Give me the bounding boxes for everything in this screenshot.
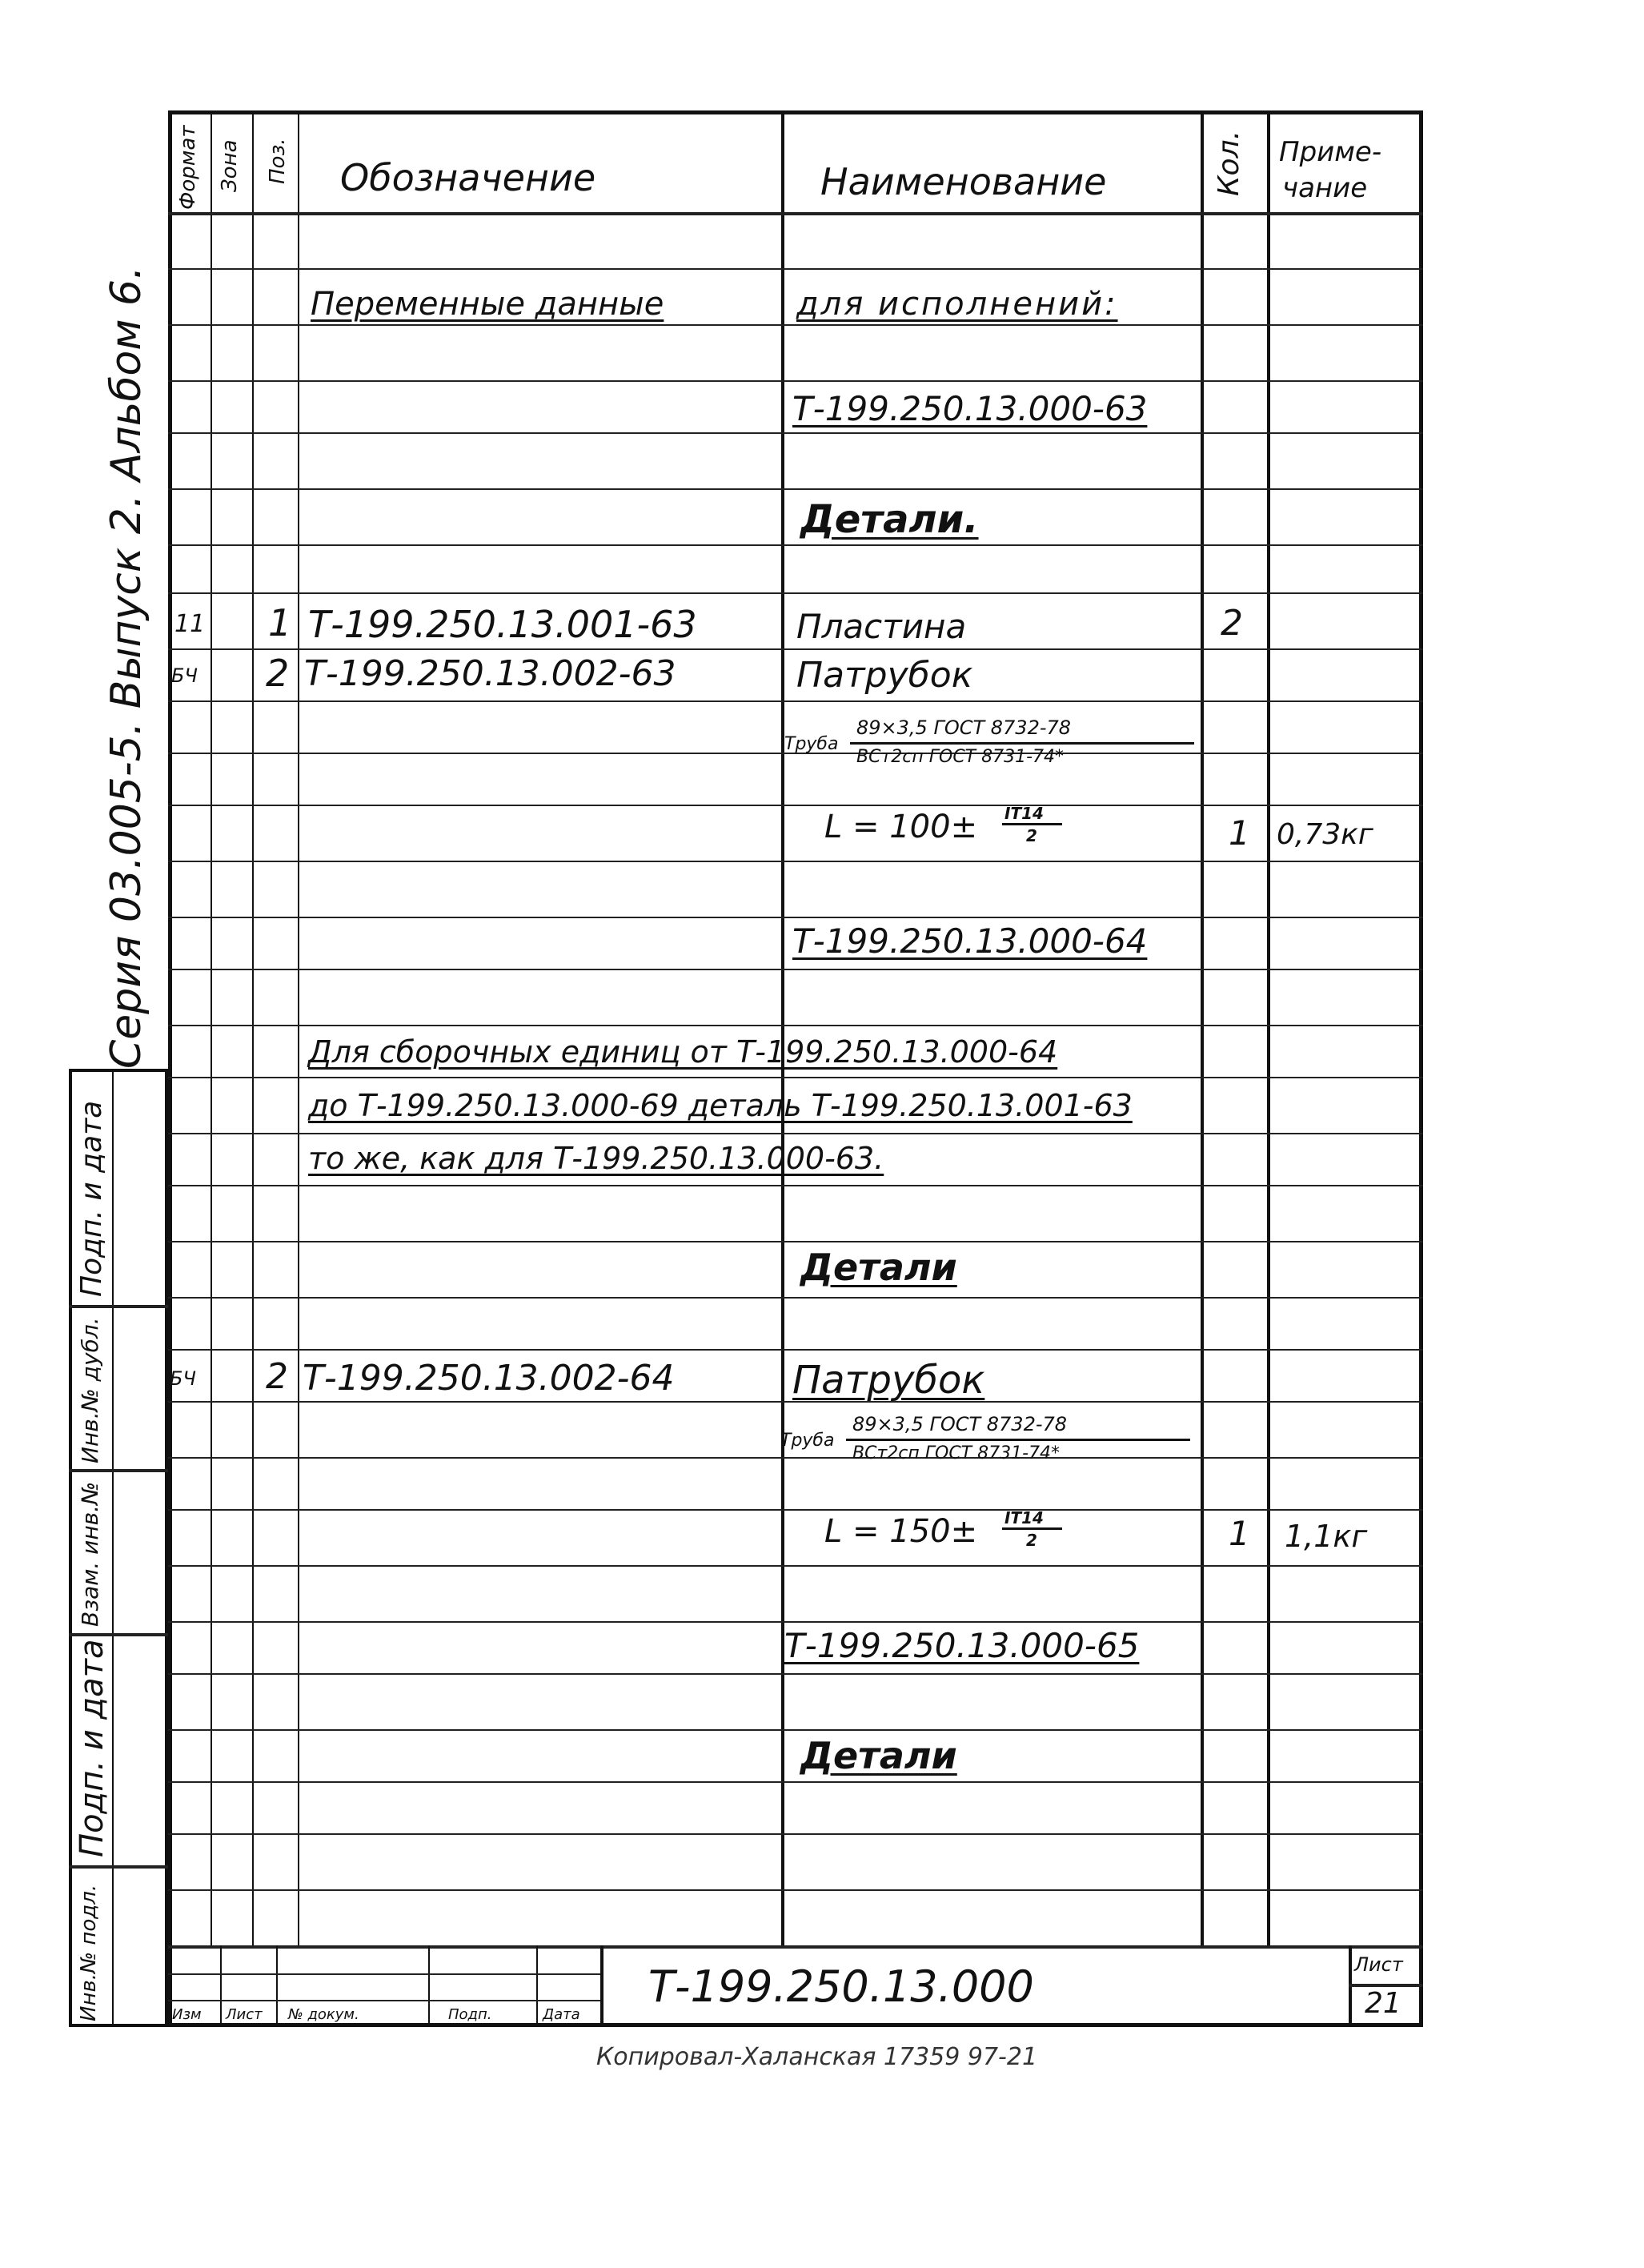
details-heading-1: Детали. [800, 497, 979, 542]
row3-format: БЧ [170, 1367, 196, 1390]
length2-tol-top: IT14 [1004, 1508, 1044, 1527]
row2-name: Патрубок [796, 655, 973, 696]
row-line [168, 1185, 1423, 1186]
header-name: Наименование [820, 160, 1107, 203]
sheet-label: Лист [1354, 1953, 1403, 1976]
pipe1-denominator: ВСт2сп ГОСТ 8731-74* [856, 747, 1065, 767]
length1-mass: 0,73кг [1277, 818, 1373, 851]
stamp-sign-date-2: Подп. и дата [74, 1639, 110, 1857]
version-65: Т-199.250.13.000-65 [784, 1626, 1140, 1665]
tb-list: Лист [226, 2006, 263, 2023]
row-line [168, 1673, 1423, 1675]
pipe2-fraction-bar [846, 1439, 1190, 1441]
row1-designation: Т-199.250.13.001-63 [308, 603, 697, 646]
length2-value: L = 150± [824, 1513, 978, 1550]
document-number: Т-199.250.13.000 [648, 1961, 1034, 2012]
length2-tol-bar [1002, 1527, 1062, 1530]
tb-date: Дата [543, 2006, 580, 2023]
col-line-pos [298, 110, 299, 1945]
row-line [168, 1565, 1423, 1567]
header-zone: Зона [218, 139, 242, 192]
col-line-qty [1267, 110, 1270, 1945]
row-line [168, 1621, 1423, 1623]
header-pos: Поз. [266, 138, 290, 184]
header-divider [168, 212, 1423, 215]
row-line [168, 380, 1423, 382]
col-line-zone [252, 110, 254, 1945]
row-line [168, 1025, 1423, 1026]
details-heading-3: Детали [800, 1734, 957, 1777]
length2-tol-bottom: 2 [1026, 1531, 1037, 1550]
tb-row-line [168, 1973, 600, 1975]
note-line-2: до Т-199.250.13.000-69 деталь Т-199.250.13.001-63 [308, 1088, 1133, 1123]
row-line [168, 1241, 1423, 1242]
length1-qty: 1 [1229, 813, 1250, 853]
length1-tol-top: IT14 [1004, 804, 1044, 823]
tb-col-line [536, 1945, 538, 2027]
row-line [168, 324, 1423, 326]
length2-mass: 1,1кг [1285, 1519, 1368, 1554]
side-stamp-divider [112, 1069, 114, 2027]
row-line [168, 1889, 1423, 1891]
row-line [168, 432, 1423, 434]
row-line [168, 648, 1423, 650]
stamp-orig-inv: Инв.№ подл. [77, 1884, 101, 2021]
pipe1-fraction-bar [850, 742, 1194, 745]
pipe2-spec [780, 1413, 1197, 1477]
row-line [168, 592, 1423, 594]
header-designation: Обозначение [340, 156, 596, 199]
tb-col-line [220, 1945, 222, 2027]
row-line [168, 861, 1423, 862]
length1-tol-bar [1002, 823, 1062, 825]
row-line [168, 1133, 1423, 1134]
row-line [168, 1349, 1423, 1351]
note-line-1: Для сборочных единиц от Т-199.250.13.000-64 [308, 1034, 1058, 1070]
header-note-line1: Приме- [1279, 136, 1382, 168]
row3-name: Патрубок [792, 1358, 985, 1403]
row-line [168, 1833, 1423, 1835]
copyist-footer: Копировал-Халанская 17359 97-21 [596, 2043, 1038, 2071]
row-line [168, 1077, 1423, 1078]
length2-tolerance [824, 1508, 1081, 1561]
tb-col-line [428, 1945, 430, 2027]
tb-izm: Изм [172, 2006, 202, 2023]
row2-designation: Т-199.250.13.002-63 [304, 653, 676, 694]
tb-doc: № докум. [288, 2006, 359, 2023]
length2-qty: 1 [1229, 1514, 1250, 1553]
row3-designation: Т-199.250.13.002-64 [303, 1358, 675, 1399]
series-label: Серия 03.005-5. Выпуск 2. Альбом 6. [102, 266, 150, 1069]
row-line [168, 917, 1423, 918]
row1-qty: 2 [1221, 603, 1243, 644]
title-block-divider [600, 1945, 603, 2027]
row-line [168, 700, 1423, 702]
col-line-designation [781, 110, 784, 1945]
length1-value: L = 100± [824, 809, 978, 845]
length1-tolerance [824, 804, 1081, 857]
side-stamp-line [69, 1469, 168, 1472]
col-line-format [211, 110, 212, 1945]
pipe1-label: Труба [784, 734, 839, 754]
stamp-sign-date-1: Подп. и дата [75, 1100, 108, 1297]
note-line-3: то же, как для Т-199.250.13.000-63. [308, 1141, 884, 1176]
side-stamp-line [69, 1633, 168, 1636]
row-line [168, 544, 1423, 546]
version-63: Т-199.250.13.000-63 [792, 389, 1148, 428]
row-line [168, 488, 1423, 490]
row-line [168, 268, 1423, 270]
row2-pos: 2 [266, 652, 290, 695]
variable-data-left: Переменные данные [311, 286, 664, 323]
sheet-number: 21 [1365, 1987, 1401, 2020]
tb-col-line [276, 1945, 278, 2027]
pipe2-denominator: ВСт2сп ГОСТ 8731-74* [852, 1443, 1061, 1463]
title-block-top [168, 1945, 1423, 1949]
row-line [168, 969, 1423, 970]
tb-row-line [168, 2000, 600, 2001]
stamp-dupl-inv: Инв.№ дубл. [77, 1317, 103, 1463]
row1-format: 11 [174, 610, 206, 638]
length1-tol-bottom: 2 [1026, 826, 1037, 845]
row-line [168, 1297, 1423, 1299]
row-line [168, 1781, 1423, 1783]
header-note-line2: чание [1282, 172, 1368, 204]
row3-pos: 2 [266, 1356, 288, 1397]
pipe1-numerator: 89×3,5 ГОСТ 8732-78 [856, 717, 1072, 739]
col-line-name [1201, 110, 1204, 1945]
row1-pos: 1 [268, 601, 292, 644]
variable-data-right: для исполнений: [796, 286, 1118, 323]
row1-name: Пластина [796, 607, 967, 646]
tb-sign: Подп. [448, 2006, 492, 2023]
pipe2-label: Труба [780, 1431, 835, 1451]
details-heading-2: Детали [800, 1246, 957, 1289]
header-qty: Кол. [1213, 130, 1245, 196]
stamp-replace-inv: Взам. инв.№ [77, 1481, 103, 1627]
side-stamp-line [69, 1305, 168, 1308]
side-stamp-line [69, 1865, 168, 1869]
row-line [168, 1509, 1423, 1511]
pipe2-numerator: 89×3,5 ГОСТ 8732-78 [852, 1413, 1068, 1435]
version-64: Т-199.250.13.000-64 [792, 921, 1148, 961]
pipe1-spec [784, 717, 1201, 781]
row2-format: БЧ [171, 664, 198, 687]
row-line [168, 805, 1423, 806]
header-format: Формат [176, 125, 200, 210]
row-line [168, 1729, 1423, 1731]
